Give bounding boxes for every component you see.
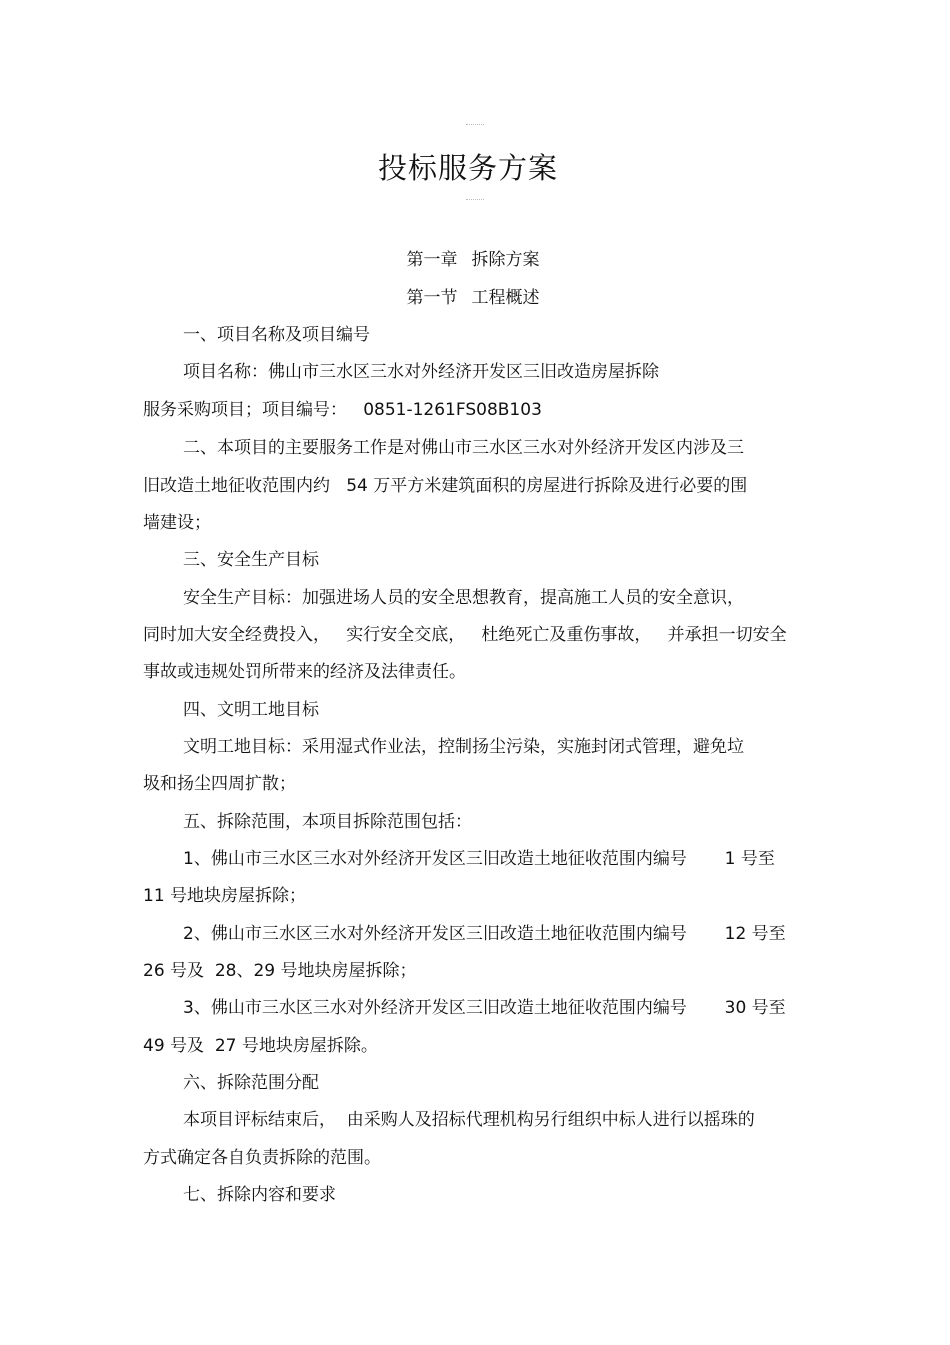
heading-civilized-site-goal: 四、文明工地目标 <box>183 700 319 720</box>
header-dotted-mark <box>466 124 484 126</box>
section-heading <box>0 287 946 309</box>
paragraph-line: 服务采购项目；项目编号： 0851-1261FS08B103 <box>143 400 542 420</box>
heading-safety-goal: 三、安全生产目标 <box>183 550 319 570</box>
heading-demolition-content: 七、拆除内容和要求 <box>183 1185 336 1205</box>
paragraph-line: 方式确定各自负责拆除的范围。 <box>143 1148 381 1168</box>
heading-demolition-scope: 五、拆除范围，本项目拆除范围包括： <box>183 812 472 832</box>
chapter-number: 第一章 <box>406 250 458 270</box>
paragraph-line: 2、佛山市三水区三水对外经济开发区三旧改造土地征收范围内编号 12 号至 <box>183 924 786 944</box>
section-name: 工程概述 <box>471 288 540 308</box>
chapter-heading <box>0 249 946 271</box>
paragraph-line: 二、本项目的主要服务工作是对佛山市三水区三水对外经济开发区内涉及三 <box>183 438 744 458</box>
paragraph-line: 墙建设； <box>143 513 211 533</box>
paragraph-line: 26 号及 28、29 号地块房屋拆除； <box>143 961 417 981</box>
paragraph-line: 事故或违规处罚所带来的经济及法律责任。 <box>143 662 466 682</box>
paragraph-line: 1、佛山市三水区三水对外经济开发区三旧改造土地征收范围内编号 1 号至 <box>183 849 775 869</box>
document-title: 投标服务方案 <box>377 151 558 185</box>
heading-project-name-number: 一、项目名称及项目编号 <box>183 325 370 345</box>
title-dotted-mark <box>466 199 484 201</box>
paragraph-line: 49 号及 27 号地块房屋拆除。 <box>143 1036 378 1056</box>
chapter-name: 拆除方案 <box>471 250 540 270</box>
paragraph-line: 3、佛山市三水区三水对外经济开发区三旧改造土地征收范围内编号 30 号至 <box>183 998 786 1018</box>
heading-scope-allocation: 六、拆除范围分配 <box>183 1073 319 1093</box>
paragraph-line: 项目名称：佛山市三水区三水对外经济开发区三旧改造房屋拆除 <box>183 362 659 382</box>
paragraph-line: 安全生产目标：加强进场人员的安全思想教育，提高施工人员的安全意识， <box>183 588 744 608</box>
paragraph-line: 本项目评标结束后， 由采购人及招标代理机构另行组织中标人进行以摇珠的 <box>183 1110 755 1130</box>
section-number: 第一节 <box>406 288 458 308</box>
paragraph-line: 旧改造土地征收范围内约 54 万平方米建筑面积的房屋进行拆除及进行必要的围 <box>143 476 748 496</box>
paragraph-line: 圾和扬尘四周扩散； <box>143 774 296 794</box>
paragraph-line: 11 号地块房屋拆除； <box>143 886 307 906</box>
paragraph-line: 文明工地目标：采用湿式作业法，控制扬尘污染，实施封闭式管理，避免垃 <box>183 737 744 757</box>
paragraph-line: 同时加大安全经费投入， 实行安全交底， 杜绝死亡及重伤事故， 并承担一切安全 <box>143 625 787 645</box>
